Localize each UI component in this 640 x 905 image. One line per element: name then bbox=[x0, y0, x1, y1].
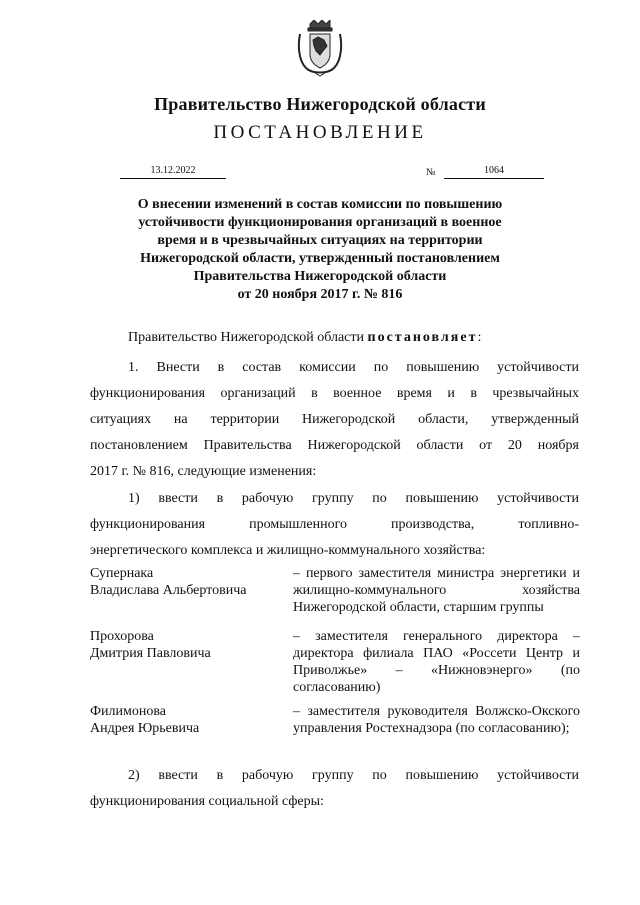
paragraph-line: функционирования социальной сферы: bbox=[90, 794, 324, 809]
member-name bbox=[90, 703, 280, 737]
member-given-names: Андрея Юрьевича bbox=[90, 721, 200, 736]
intro-emphasis: постановляет bbox=[367, 330, 478, 345]
member-role: – заместителя руководителя Волжско-Окского управления Ростехнадзора (по согласованию); bbox=[293, 704, 580, 736]
government-name: Правительство Нижегородской области bbox=[154, 94, 486, 114]
member-name bbox=[90, 628, 280, 662]
member-given-names: Дмитрия Павловича bbox=[90, 646, 211, 661]
paragraph-line: функционирования промышленного производства, топливно- bbox=[90, 517, 579, 532]
title-line: от 20 ноября 2017 г. № 816 bbox=[237, 287, 403, 302]
paragraph-line: постановлением Правительства Нижегородской области от 20 ноября bbox=[90, 438, 579, 453]
member-surname: Супернака bbox=[90, 566, 154, 581]
paragraph-line: ситуациях на территории Нижегородской области, утвержденный bbox=[90, 412, 579, 427]
subparagraph-2 bbox=[90, 763, 579, 815]
paragraph-line: 1) ввести в рабочую группу по повышению устойчивости bbox=[128, 491, 579, 506]
title-line: Нижегородской области, утвержденный постановлением bbox=[140, 251, 500, 266]
member-role: – первого заместителя министра энергетики и жилищно-коммунального хозяйства Нижегородской области, старшим группы bbox=[293, 566, 580, 615]
coat-of-arms-emblem bbox=[296, 20, 344, 78]
paragraph-line: 1. Внести в состав комиссии по повышению устойчивости bbox=[128, 360, 579, 375]
paragraph-line: 2) ввести в рабочую группу по повышению устойчивости bbox=[128, 768, 579, 783]
document-number: 1064 bbox=[444, 164, 544, 179]
paragraph-line: функционирования организаций в военное время и в чрезвычайных bbox=[90, 386, 579, 401]
title-line: устойчивости функционирования организаций в военное bbox=[138, 215, 502, 230]
intro-text: Правительство Нижегородской области bbox=[128, 330, 368, 345]
number-sign: № bbox=[426, 167, 436, 178]
title-line: время и в чрезвычайных ситуациях на территории bbox=[157, 233, 483, 248]
member-role: – заместителя генерального директора – директора филиала ПАО «Россети Центр и Приволжье» – «Нижновэнерго» (по согласованию) bbox=[293, 629, 580, 695]
member-surname: Прохорова bbox=[90, 629, 154, 644]
document-date: 13.12.2022 bbox=[120, 164, 226, 179]
title-line: О внесении изменений в состав комиссии по повышению bbox=[137, 197, 503, 212]
document-title bbox=[100, 196, 540, 304]
paragraph-line: энергетического комплекса и жилищно-коммунального хозяйства: bbox=[90, 543, 486, 558]
paragraph-line: 2017 г. № 816, следующие изменения: bbox=[90, 464, 317, 479]
member-name bbox=[90, 565, 280, 599]
member-given-names: Владислава Альбертовича bbox=[90, 583, 247, 598]
subparagraph-1 bbox=[90, 486, 579, 564]
member-surname: Филимонова bbox=[90, 704, 167, 719]
paragraph-1 bbox=[90, 355, 579, 485]
intro-paragraph bbox=[128, 330, 588, 346]
intro-colon: : bbox=[477, 330, 482, 345]
title-line: Правительства Нижегородской области bbox=[193, 269, 447, 284]
document-type: ПОСТАНОВЛЕНИЕ bbox=[213, 122, 427, 143]
